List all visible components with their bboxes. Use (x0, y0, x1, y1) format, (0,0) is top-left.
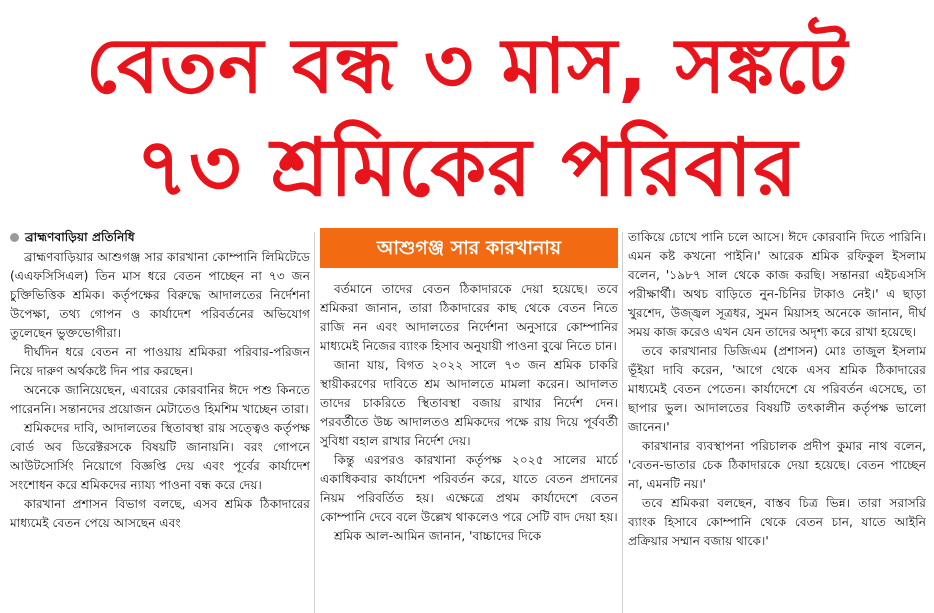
bullet-icon (10, 233, 19, 242)
article-column-2 (320, 228, 618, 613)
article-column-1 (10, 228, 310, 613)
paragraph: তবে কারখানার ডিজিএম (প্রশাসন) মোঃ তাজুল ইসলাম ভূঁইয়া দাবি করেন, 'আগে থেকে এসব শ্রমিক ঠিকাদারের মাধ্যমেই বেতন পেতেন। কার্যাদেশে যে পরিবর্তন এসেছে, তা ছাপার ভুল। আদালতের বিষয়টি তৎকালীন কর্তৃপক্ষ ভালো জানেন।' (628, 344, 926, 434)
article-column-3 (628, 228, 926, 613)
paragraph: দীর্ঘদিন ধরে বেতন না পাওয়ায় শ্রমিকরা পরিবার-পরিজন নিয়ে দারুণ অর্থকষ্টে দিন পার করছেন। (10, 345, 310, 378)
kicker-banner: আশুগঞ্জ সার কারখানায় (320, 228, 618, 268)
reporter-byline (10, 228, 310, 247)
paragraph: ব্রাহ্মণবাড়িয়ার আশুগঞ্জ সার কারখানা কোম্পানি লিমিটেডে (এএফসিসিএল) তিন মাস ধরে বেতন পাচ্ছেন না ৭৩ জন চুক্তিভিত্তিক শ্রমিক। কর্তৃপক্ষের বিরুদ্ধে আদালতের নির্দেশনা উপেক্ষা, তথ্য গোপন ও কার্যাদেশ পরিবর্তনের অভিযোগ তুলেছেন ভুক্তভোগীরা। (10, 250, 310, 340)
paragraph: বর্তমানে তাদের বেতন ঠিকাদারকে দেয়া হয়েছে। তবে শ্রমিকরা জানান, তারা ঠিকাদারের কাছ থেকে বেতন নিতে রাজি নন এবং আদালতের নির্দেশনা অনুসারে কোম্পানির মাধ্যমেই নিজের ব্যাংক হিসাব অনুযায়ী পাওনা বুঝে নিতে চান। (320, 282, 618, 353)
column-divider (314, 232, 315, 613)
paragraph: তাকিয়ে চোখে পানি চলে আসে। ঈদে কোরবানি দিতে পারিনি। এমন কষ্ট কখনো পাইনি।' আরেক শ্রমিক রফিকুল ইসলাম বলেন, '১৯৮৭ সাল থেকে কাজ করছি। সন্তানরা এইচএসসি পরীক্ষার্থী। অথচ বাড়িতে নুন-চিনির টাকাও নেই।' এ ছাড়া খুরশেদ, উজ্জ্বল সূত্রধর, সুমন মিয়াসহ অনেকে জানান, দীর্ঘ সময় কাজ করেও এখন যেন তাদের অদৃশ্য করে রাখা হয়েছে। (628, 230, 926, 339)
paragraph: অনেকে জানিয়েছেন, এবারের কোরবানির ঈদে পশু কিনতে পারেননি। সন্তানদের প্রয়োজন মেটাতেও হিমশিম খাচ্ছেন তারা। (10, 383, 310, 416)
reporter-name: ব্রাহ্মণবাড়িয়া প্রতিনিধি (25, 230, 135, 244)
headline-line-1: বেতন বন্ধ ৩ মাস, সঙ্কটে (85, 21, 849, 110)
paragraph: শ্রমিক আল-আমিন জানান, 'বাচ্চাদের দিকে (334, 529, 542, 543)
paragraph: কারখানার ব্যবস্থাপনা পরিচালক প্রদীপ কুমার নাথ বলেন, 'বেতন-ভাতার চেক ঠিকাদারকে দেয়া হয়েছে। বেতন পাচ্ছেন না, এমনটি নয়।' (628, 439, 926, 491)
paragraph: তবে শ্রমিকরা বলছেন, বাস্তব চিত্র ভিন্ন। তারা সরাসরি ব্যাংক হিসাবে কোম্পানি থেকে বেতন চান, যাতে আইনি প্রক্রিয়ার সম্মান বজায় থাকে।' (628, 496, 926, 548)
headline-line-2: ৭৩ শ্রমিকের পরিবার (135, 121, 799, 214)
paragraph: শ্রমিকদের দাবি, আদালতের স্থিতাবস্থা রায় সত্ত্বেও কর্তৃপক্ষ বোর্ড অব ডিরেক্টরসকে বিষয়টি জানায়নি। বরং গোপনে আউটসোর্সিং নিয়োগে বিজ্ঞপ্তি দেয় এবং পূর্বের কার্যাদেশ সংশোধন করে শ্রমিকদের ন্যায্য পাওনা বন্ধ করে দেয়। (10, 421, 310, 492)
column-divider (622, 232, 623, 613)
paragraph: কারখানা প্রশাসন বিভাগ বলছে, এসব শ্রমিক ঠিকাদারের মাধ্যমেই বেতন পেয়ে আসছেন এবং (10, 497, 310, 530)
paragraph: কিন্তু এরপরও কারখানা কর্তৃপক্ষ ২০২৫ সালের মার্চে একাধিকবার কার্যাদেশ পরিবর্তন করে, যাতে বেতন প্রদানের নিয়ম পরিবর্তিত হয়। এক্ষেত্রে প্রথম কার্যাদেশে বেতন কোম্পানি দেবে বলে উল্লেখ থাকলেও পরে সেটি বাদ দেয়া হয়। (320, 453, 618, 524)
paragraph: জানা যায়, বিগত ২০২২ সালে ৭৩ জন শ্রমিক চাকরি স্থায়ীকরণের দাবিতে শ্রম আদালতে মামলা করেন। আদালত তাদের চাকরিতে স্থিতাবস্থা বজায় রাখার নির্দেশ দেন। পরবর্তীতে উচ্চ আদালতও শ্রমিকদের পক্ষে রায় দিয়ে পূর্ববর্তী সুবিধা বহাল রাখার নির্দেশ দেয়। (320, 358, 618, 448)
